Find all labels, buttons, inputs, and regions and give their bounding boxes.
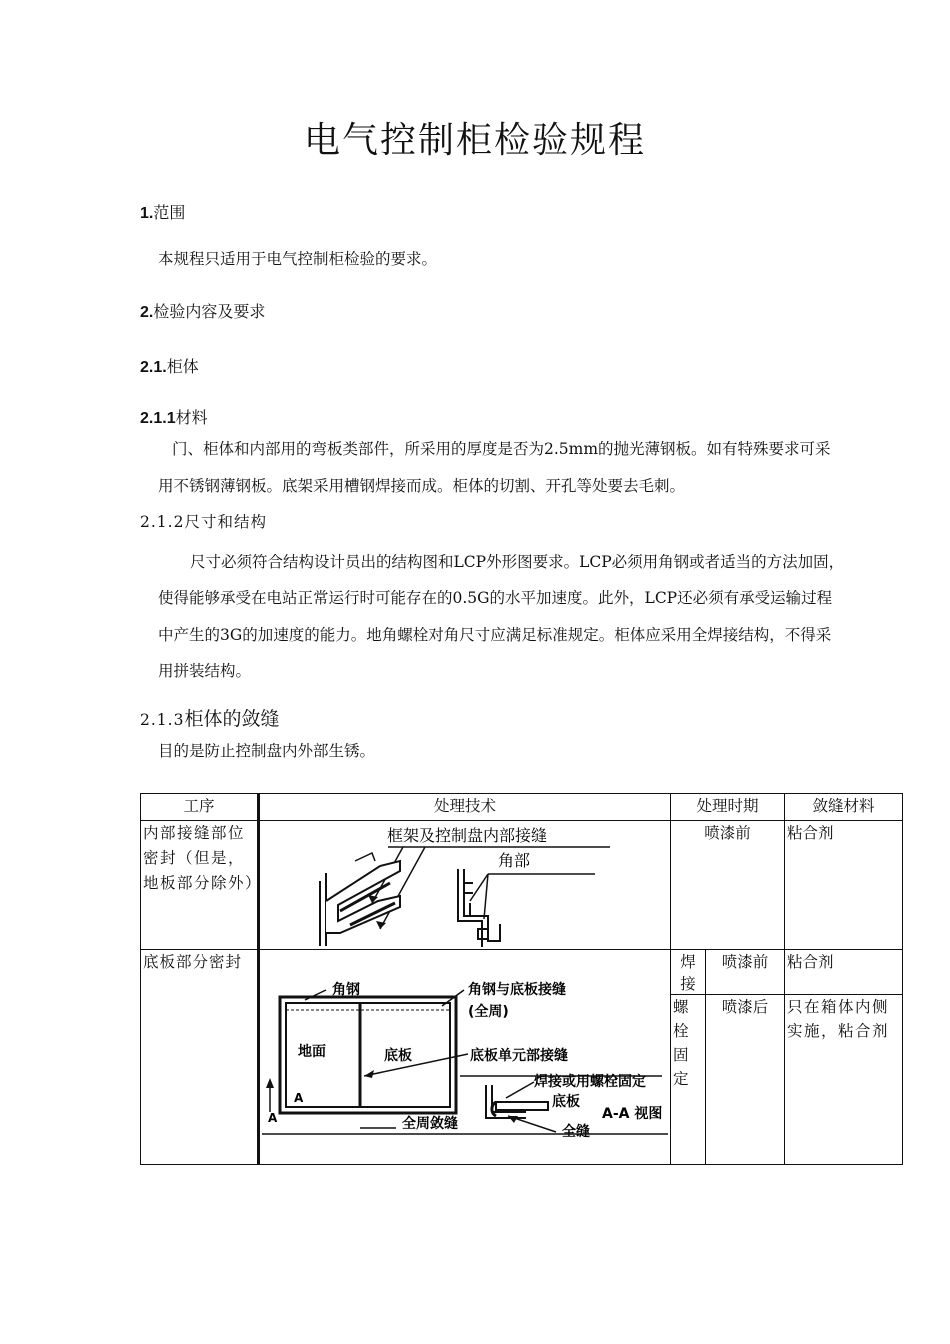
- section-2-1-label: 柜体: [166, 357, 199, 376]
- fig-label-bottom: 底板: [384, 1048, 412, 1064]
- fig-label-all-seam: 全缝: [562, 1124, 590, 1140]
- section-2-1-1-label: 材料: [175, 408, 208, 427]
- fig-label-unit-joint: 底板单元部接缝: [470, 1048, 568, 1064]
- section-2-1-3-number: 2.1.3: [140, 711, 185, 729]
- caulking-table: [140, 793, 903, 1165]
- floor-plate-figure: [260, 950, 670, 1146]
- section-2-label: 检验内容及要求: [153, 302, 266, 321]
- interior-joint-figure: [260, 821, 670, 949]
- table-row: [141, 950, 903, 995]
- section-2-1-number: 2.1.: [140, 359, 167, 376]
- row2-process: 底板部分密封: [141, 950, 259, 1165]
- header-material: 敛缝材料: [785, 794, 903, 821]
- row2a-material: 粘合剂: [785, 950, 903, 995]
- table-header-row: [141, 794, 903, 821]
- section-2-1-3-text: 目的是防止控制盘内外部生锈。: [158, 742, 376, 760]
- fig-label-ground: 地面: [298, 1044, 326, 1060]
- section-2-1-2-line3: 中产生的3G的加速度的能力。地角螺栓对角尺寸应满足标准规定。柜体应采用全焊接结构，不得采: [158, 626, 832, 644]
- fig-label-angle-joint: 角钢与底板接缝: [468, 982, 566, 998]
- fig-label-perimeter-seal: 全周敛缝: [402, 1116, 458, 1132]
- section-2-1-1-line2: 用不锈钢薄钢板。底架采用槽钢焊接而成。柜体的切割、开孔等处要去毛刺。: [158, 477, 686, 495]
- section-1-text: 本规程只适用于电气控制柜检验的要求。: [158, 250, 438, 268]
- section-2-1-1-heading: [140, 405, 208, 428]
- section-2-heading: [140, 299, 265, 322]
- section-2-1-1-number: 2.1.1: [140, 410, 176, 427]
- section-2-1-2-line1: 尺寸必须符合结构设计员出的结构图和LCP外形图要求。LCP必须用角钢或者适当的方法加固，: [190, 553, 845, 571]
- section-2-number: 2.: [140, 304, 154, 321]
- section-1-heading: [140, 200, 185, 223]
- fig-label-frame-joint: 框架及控制盘内部接缝: [387, 826, 548, 845]
- row1-time: 喷漆前: [671, 821, 785, 950]
- fig-label-angle-steel: 角钢: [332, 982, 360, 998]
- header-technique: 处理技术: [259, 794, 671, 821]
- section-2-1-2-line4: 用拼装结构。: [158, 662, 252, 680]
- row2b-time: 喷漆后: [706, 995, 785, 1165]
- section-2-1-1-line1: 门、柜体和内部用的弯板类部件，所采用的厚度是否为2.5mm的抛光薄钢板。如有特殊要求可采: [172, 440, 831, 458]
- row2a-time: 喷漆前: [706, 950, 785, 995]
- fig-label-weld-bolt: 焊接或用螺栓固定: [534, 1074, 646, 1090]
- fig-label-a2: A: [268, 1111, 278, 1125]
- table-row: [141, 821, 903, 950]
- header-process: 工序: [141, 794, 259, 821]
- fig-label-aa-view: A-A 视图: [602, 1106, 663, 1122]
- section-1-number: 1.: [140, 205, 154, 222]
- row1-process: 内部接缝部位密封（但是，地板部分除外）: [141, 821, 259, 950]
- section-2-1-3-label: 柜体的敛缝: [184, 708, 280, 730]
- row2b-method: 螺栓固定: [671, 995, 706, 1165]
- section-2-1-3-heading: [140, 704, 279, 731]
- row2-figure-cell: [259, 950, 671, 1165]
- row2b-material: 只在箱体内侧实施，粘合剂: [785, 995, 903, 1165]
- header-time: 处理时期: [671, 794, 785, 821]
- fig-label-corner: 角部: [498, 851, 531, 870]
- fig-label-a1: A: [294, 1091, 304, 1105]
- section-1-label: 范围: [153, 203, 186, 222]
- section-2-1-heading: [140, 354, 199, 377]
- row1-material: 粘合剂: [785, 821, 903, 950]
- section-2-1-2-heading: 2.1.2尺寸和结构: [140, 513, 267, 531]
- row1-figure-cell: [259, 821, 671, 950]
- row2a-method: 焊接: [671, 950, 706, 995]
- page-title: 电气控制柜检验规程: [303, 120, 646, 161]
- fig-label-plate: 底板: [552, 1094, 580, 1110]
- section-2-1-2-line2: 使得能够承受在电站正常运行时可能存在的0.5G的水平加速度。此外，LCP还必须有承受运输过程: [158, 589, 833, 607]
- fig-label-full-round: (全周): [468, 1004, 509, 1020]
